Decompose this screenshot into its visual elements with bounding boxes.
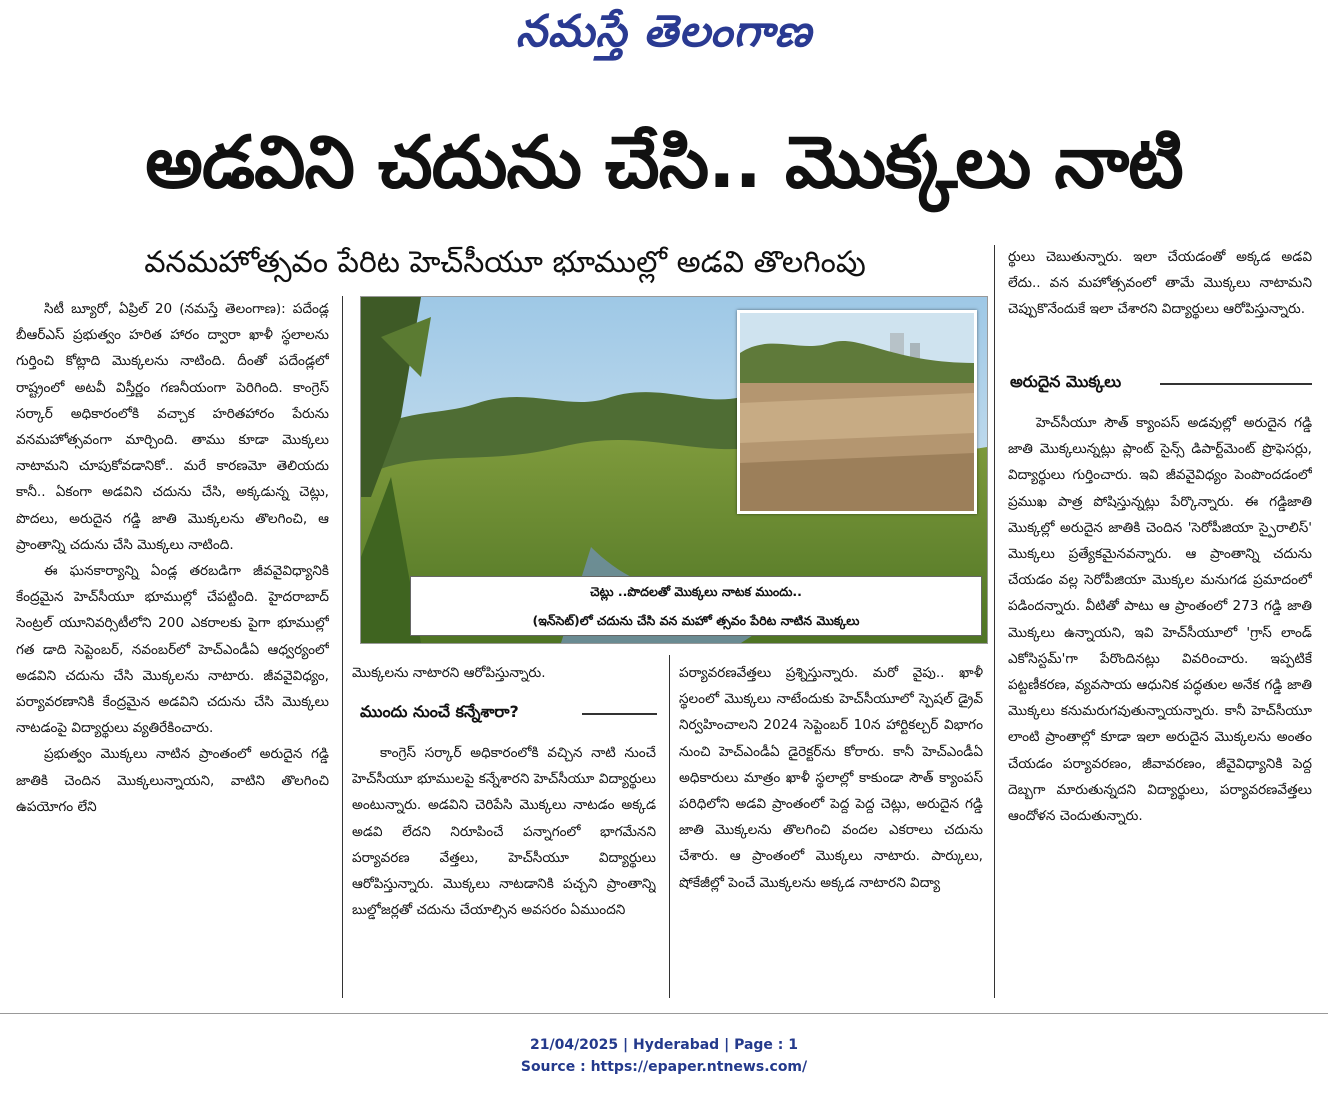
source-link[interactable]: Source : https://epaper.ntnews.com/	[520, 1059, 808, 1075]
column-divider	[669, 655, 670, 998]
article-column-4	[1008, 410, 1312, 998]
caption-line: (ఇన్‌సెట్)లో చదును చేసి వన మహో త్సవం పేరిట నాటిన మొక్కలు	[532, 613, 860, 628]
paragraph: ఈ ఘనకార్యాన్ని ఏండ్ల తరబడిగా జీవవైవిధ్యానికి కేంద్రమైన హెచ్‌సీయూ భూముల్లో చేపట్టింది. హైదరాబాద్ సెంట్రల్ యూనివర్సిటీలోని 200 ఎకరాలకు పైగా భూముల్లో గత డాది సెప్టెంబర్, నవంబర్‌లో హెచ్‌ఎండీఏ ఆధ్వర్యంలో అడవిని చదును చేసి మొక్కలను నాటారు. జీవవైవిధ్యం, పర్యావరణానికి కేంద్రమైన అడవిని చదును చేసి మొక్కలు నాటడంపై విద్యార్థులు వ్యతిరేకించారు.	[16, 563, 329, 737]
article-column-2-lead	[352, 660, 656, 690]
column-divider	[994, 245, 995, 998]
paragraph: హెచ్‌సీయూ సౌత్ క్యాంపస్ అడవుల్లో అరుదైన గడ్డి జాతి మొక్కలున్నట్లు ప్లాంట్ సైన్స్ డిపార్ట్‌మెంట్ ప్రొఫెసర్లు, విద్యార్థులు గుర్తించారు. ఇవి జీవవైవిధ్యం పెంపొందడంలో ప్రముఖ పాత్ర పోషిస్తున్నట్లు పేర్కొన్నారు. ఈ గడ్డిజాతి మొక్కల్లో అరుదైన జాతికి చెందిన 'సెరోపీజియా స్పైరాలిస్' మొక్కలు ప్రత్యేకమైనవన్నారు. ఆ ప్రాంతాన్ని చదును చేయడం వల్ల సెరోపీజియా మొక్కల మనుగడ ప్రమాదంలో పడిందన్నారు. వీటితో పాటు ఆ ప్రాంతంలో 273 గడ్డి జాతి మొక్కలు ఉన్నాయని, ఇవి హెచ్‌సీయూలో 'గ్రాస్ లాండ్ ఎకోసిస్టమ్'గా పేరొందినట్లు వివరించారు. ఇప్పటికే పట్టణీకరణ, వ్యవసాయ ఆధునిక పద్ధతుల అనేక గడ్డి జాతి మొక్కలు కనుమరుగవుతున్నాయన్నారు. కానీ హెచ్‌సీయూ లాంటి ప్రాంతాల్లో కూడా ఇలా అరుదైన మొక్కలను అంతం చేయడం పర్యావరణం, జీవావరణం, జీవైవిధ్యానికి పెద్ద దెబ్బగా మారుతున్నదని విద్యార్థులు, పర్యావరణవేత్తలు ఆందోళన చెందుతున్నారు.	[1008, 415, 1312, 825]
article-column-2	[352, 740, 656, 998]
paragraph: కాంగ్రెస్ సర్కార్ అధికారంలోకి వచ్చిన నాటి నుంచే హెచ్‌సీయూ భూములపై కన్నేశారని హెచ్‌సీయూ విద్యార్థులు అంటున్నారు. అడవిని చెరిపేసి మొక్కలు నాటడం అక్కడ అడవి లేదని నిరూపించే పన్నాగంలో భాగమేనని పర్యావరణ వేత్తలు, హెచ్‌సీయూ విద్యార్థులు ఆరోపిస్తున్నారు. మొక్కలు నాటడానికి పచ్చని ప్రాంతాన్ని బుల్డోజర్లతో చదును చేయాల్సిన అవసరం ఏముందని	[352, 745, 656, 919]
section-heading: అరుదైన మొక్కలు	[1010, 372, 1122, 391]
caption-line: చెట్లు ..పొదలతో మొక్కలు నాటక ముందు..	[590, 584, 802, 599]
paragraph: సిటీ బ్యూరో, ఏప్రిల్ 20 (నమస్తే తెలంగాణ): పదేండ్ల బీఆర్‌ఎస్ ప్రభుత్వం హరిత హారం ద్వారా ఖాళీ స్థలాలను గుర్తించి కోట్లాది మొక్కలను నాటింది. దీంతో పదేండ్లలో రాష్ట్రంలో అటవీ విస్తీర్ణం గణనీయంగా పెరిగింది. కాంగ్రెస్ సర్కార్ అధికారంలోకి వచ్చాక హరితహారం పేరును వనమహోత్సవంగా మార్చింది. తాము కూడా మొక్కలు నాటామని చూపుకోవడానికో.. మరే కారణమో తెలియదు కానీ.. ఏకంగా అడవిని చదును చేసి, అక్కడున్న చెట్లు, పొదలు, అరుదైన గడ్డి జాతి మొక్కలను తొలగించి, ఆ ప్రాంతాన్ని చదును చేసి మొక్కలు నాటింది.	[16, 301, 329, 553]
footer	[0, 1034, 1328, 1078]
section-heading: ముందు నుంచే కన్నేశారా?	[360, 702, 519, 721]
edition-info: 21/04/2025 | Hyderabad | Page : 1	[529, 1037, 799, 1053]
cleared-land-photo	[740, 313, 974, 511]
heading-rule	[1160, 383, 1312, 385]
paragraph: పర్యావరణవేత్తలు ప్రశ్నిస్తున్నారు. మరో వైపు.. ఖాళీ స్థలంలో మొక్కలు నాటేందుకు హెచ్‌సీయూలో స్పెషల్ డ్రైవ్ నిర్వహించాలని 2024 సెప్టెంబర్ 10న హార్టికల్చర్ విభాగం నుంచి హెచ్‌ఎండీఏ డైరెక్టర్‌ను కోరారు. కానీ హెచ్‌ఎండీఏ అధికారులు మాత్రం ఖాళీ స్థలాల్లో కాకుండా సౌత్ క్యాంపస్ పరిధిలోని అడవి ప్రాంతంలో పెద్ద పెద్ద చెట్లు, అరుదైన గడ్డి జాతి మొక్కలను తొలగించి వందల ఎకరాలు చదును చేశారు. ఆ ప్రాంతంలో మొక్కలు నాటారు. పార్కులు, షోకేజీల్లో పెంచే మొక్కలను అక్కడ నాటారని విద్యా	[679, 665, 983, 891]
article-column-3	[679, 660, 983, 998]
heading-rule	[582, 713, 657, 715]
paragraph: ప్రభుత్వం మొక్కలు నాటిన ప్రాంతంలో అరుదైన గడ్డి జాతికి చెందిన మొక్కలున్నాయని, వాటిని తొలగించి ఉపయోగం లేని	[16, 746, 329, 815]
masthead-logo: నమస్తే తెలంగాణ	[515, 6, 813, 57]
column-divider	[342, 296, 343, 998]
paragraph: మొక్కలను నాటారని ఆరోపిస్తున్నారు.	[352, 665, 546, 681]
subheadline: వనమహోత్సవం పేరిట హెచ్‌సీయూ భూముల్లో అడవి తొలగింపు	[144, 245, 866, 280]
inset-photo	[737, 310, 977, 514]
headline: అడవిని చదును చేసి.. మొక్కలు నాటి	[145, 120, 1183, 204]
photo-caption	[410, 576, 982, 636]
paragraph: ర్థులు చెబుతున్నారు. ఇలా చేయడంతో అక్కడ అడవి లేదు.. వన మహోత్సవంలో తామే మొక్కలు నాటామని చెప్పుకొనేందుకే ఇలా చేశారని విద్యార్థులు ఆరోపిస్తున్నారు.	[1008, 249, 1312, 318]
footer-divider	[0, 1013, 1328, 1014]
article-column-1	[16, 296, 329, 996]
article-column-4-lead	[1008, 244, 1312, 356]
